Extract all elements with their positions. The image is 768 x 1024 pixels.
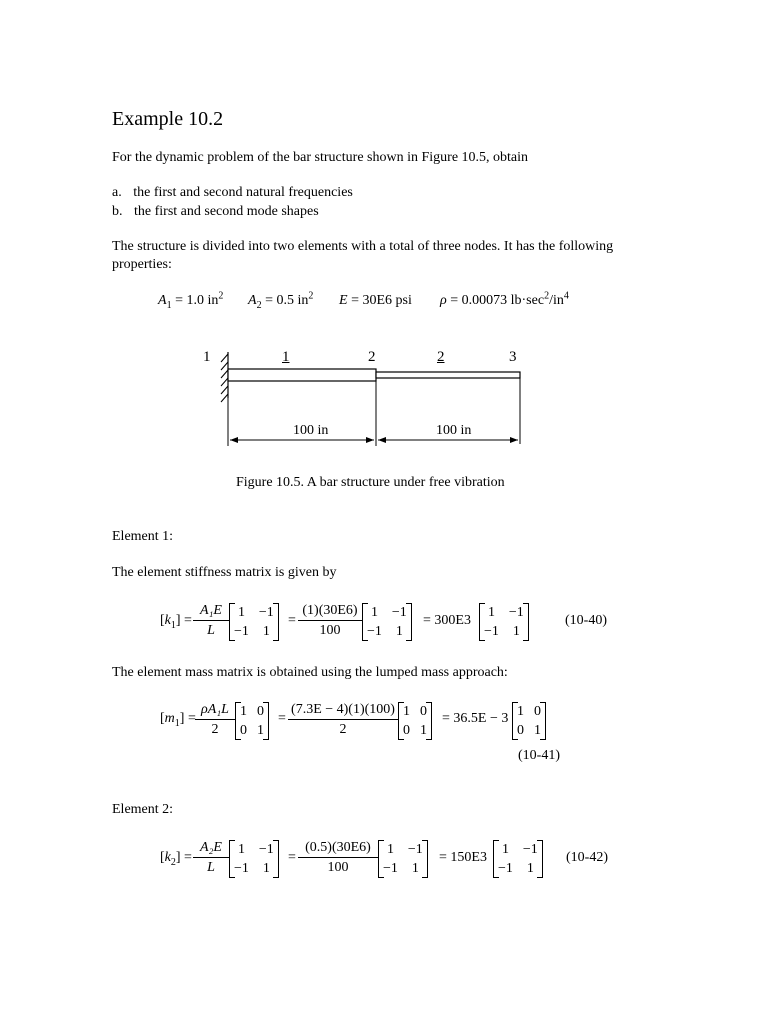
right-bracket bbox=[537, 840, 543, 878]
eq41-matrix-1 bbox=[235, 702, 269, 740]
eq41-lhs: $[m_1]$ = bbox=[160, 711, 196, 729]
eq41-fraction-1: $\frac{\text{ρA₁L}}{2}$ bbox=[195, 702, 235, 738]
value: /in bbox=[549, 293, 564, 308]
left-bracket bbox=[362, 603, 368, 641]
matrix-entry: 1 bbox=[262, 861, 270, 876]
matrix-entry: 1 bbox=[403, 704, 410, 719]
eq42-tag: (10-42) bbox=[566, 850, 608, 865]
eq40-fraction-1: $\frac{\text{A₁E}}{L}$ bbox=[193, 603, 229, 639]
eq40-tag: (10-40) bbox=[565, 613, 607, 628]
symbol: m bbox=[164, 711, 175, 726]
list-text: the first and second mode shapes bbox=[134, 204, 319, 219]
eq42-matrix-1 bbox=[229, 840, 279, 878]
wall-hatching bbox=[221, 354, 228, 402]
list-text: the first and second natural frequencies bbox=[133, 185, 353, 200]
matrix-entry: 1 bbox=[262, 624, 270, 639]
matrix-entry: 1 bbox=[257, 723, 264, 738]
value: = 30E6 psi bbox=[347, 293, 412, 308]
matrix-entry: 0 bbox=[240, 723, 247, 738]
superscript: 2 bbox=[544, 290, 550, 302]
dimension-label-1: 100 in bbox=[293, 423, 329, 438]
matrix-entry: −1 bbox=[383, 861, 398, 876]
element-2-bar bbox=[376, 372, 520, 378]
right-bracket bbox=[273, 603, 279, 641]
node-label-1: 1 bbox=[203, 349, 211, 365]
matrix-entry: 1 bbox=[526, 861, 534, 876]
node-label-3: 3 bbox=[509, 349, 517, 365]
matrix-entry: 0 bbox=[420, 704, 427, 719]
matrix-entry: 1 bbox=[534, 723, 541, 738]
subscript: 1 bbox=[170, 619, 176, 631]
left-bracket bbox=[493, 840, 499, 878]
right-bracket bbox=[422, 840, 428, 878]
left-bracket bbox=[479, 603, 485, 641]
value: = 0.5 in bbox=[261, 293, 309, 308]
eq40-coefficient: = 300E3 bbox=[423, 613, 471, 628]
right-bracket bbox=[523, 603, 529, 641]
matrix-entry: 1 bbox=[487, 605, 495, 620]
matrix-entry: 1 bbox=[370, 605, 378, 620]
eq42-lhs: $[k_2]$ = bbox=[160, 850, 192, 868]
symbol: k bbox=[164, 613, 171, 628]
list-item-b bbox=[112, 204, 319, 220]
eq42-matrix-2 bbox=[378, 840, 428, 878]
intro-text: For the dynamic problem of the bar structure shown in Figure 10.5, obtain bbox=[112, 150, 529, 165]
value: = 0.00073 lb·sec bbox=[446, 293, 545, 308]
matrix-entry: 1 bbox=[237, 842, 245, 857]
superscript: 4 bbox=[563, 290, 569, 302]
right-bracket bbox=[426, 702, 432, 740]
dimension-label-2: 100 in bbox=[436, 423, 472, 438]
matrix-entry: −1 bbox=[484, 624, 499, 639]
element-2-heading: Element 2: bbox=[112, 802, 174, 817]
bar-structure-figure bbox=[190, 340, 540, 455]
property-a1 bbox=[158, 290, 224, 311]
subscript: 1 bbox=[174, 717, 180, 729]
equals: = bbox=[288, 850, 296, 865]
matrix-entry: 0 bbox=[403, 723, 410, 738]
eq41-coefficient: = 36.5E − 3 bbox=[442, 711, 509, 726]
mass-intro: The element mass matrix is obtained using the lumped mass approach: bbox=[112, 665, 508, 680]
matrix-entry: 0 bbox=[257, 704, 264, 719]
eq42-matrix-3 bbox=[493, 840, 543, 878]
matrix-entry: 1 bbox=[512, 624, 520, 639]
eq42-fraction-2: $\frac{(0.5)(30E6)}{100}$ bbox=[298, 840, 378, 876]
structure-text-line2: properties: bbox=[112, 257, 172, 272]
left-bracket bbox=[229, 840, 235, 878]
list-marker: a. bbox=[112, 185, 122, 200]
superscript: 2 bbox=[308, 290, 314, 302]
arrowhead-right-icon bbox=[366, 437, 374, 443]
eq40-fraction-2: $\frac{(1)(30E6)}{100}$ bbox=[298, 603, 362, 639]
symbol: E bbox=[339, 293, 348, 308]
node-label-2: 2 bbox=[368, 349, 376, 365]
matrix-entry: 1 bbox=[420, 723, 427, 738]
left-bracket bbox=[229, 603, 235, 641]
eq40-matrix-2 bbox=[362, 603, 412, 641]
property-a2 bbox=[248, 290, 314, 311]
subscript: 1 bbox=[166, 299, 172, 311]
matrix-entry: 1 bbox=[517, 704, 524, 719]
matrix-entry: −1 bbox=[367, 624, 382, 639]
subscript: 2 bbox=[256, 299, 262, 311]
matrix-entry: 1 bbox=[237, 605, 245, 620]
eq41-matrix-3 bbox=[512, 702, 546, 740]
superscript: 2 bbox=[218, 290, 224, 302]
arrowhead-left-icon bbox=[230, 437, 238, 443]
matrix-entry: 1 bbox=[386, 842, 394, 857]
right-bracket bbox=[406, 603, 412, 641]
symbol: A bbox=[248, 293, 257, 308]
matrix-entry: −1 bbox=[258, 842, 274, 857]
matrix-entry: 1 bbox=[240, 704, 247, 719]
stiffness-intro: The element stiffness matrix is given by bbox=[112, 565, 337, 580]
subscript: 2 bbox=[170, 856, 176, 868]
eq41-fraction-2: $\frac{(7.3E - 4)(1)(100)}{2}$ bbox=[288, 702, 398, 738]
matrix-entry: 1 bbox=[411, 861, 419, 876]
left-bracket bbox=[378, 840, 384, 878]
equals: = bbox=[278, 711, 286, 726]
right-bracket bbox=[273, 840, 279, 878]
list-marker: b. bbox=[112, 204, 123, 219]
matrix-entry: −1 bbox=[391, 605, 407, 620]
arrowhead-right-icon bbox=[510, 437, 518, 443]
symbol: ρ bbox=[440, 293, 447, 308]
matrix-entry: −1 bbox=[407, 842, 423, 857]
eq41-matrix-2 bbox=[398, 702, 432, 740]
matrix-entry: 0 bbox=[517, 723, 524, 738]
matrix-entry: −1 bbox=[508, 605, 524, 620]
arrowhead-left-icon bbox=[378, 437, 386, 443]
property-e bbox=[339, 293, 412, 309]
equals: = bbox=[288, 613, 296, 628]
symbol: k bbox=[164, 850, 171, 865]
matrix-entry: −1 bbox=[258, 605, 274, 620]
matrix-entry: 0 bbox=[534, 704, 541, 719]
element-label-1: 1 bbox=[282, 349, 290, 365]
matrix-entry: −1 bbox=[234, 861, 249, 876]
property-rho bbox=[440, 290, 569, 309]
eq40-matrix-1 bbox=[229, 603, 279, 641]
eq42-coefficient: = 150E3 bbox=[439, 850, 487, 865]
matrix-entry: 1 bbox=[395, 624, 403, 639]
element-1-bar bbox=[228, 369, 376, 381]
eq40-matrix-3 bbox=[479, 603, 529, 641]
eq40-lhs: $[k_1]$ = bbox=[160, 613, 192, 631]
example-heading: Example 10.2 bbox=[112, 108, 224, 130]
element-1-heading: Element 1: bbox=[112, 529, 174, 544]
eq41-tag: (10-41) bbox=[518, 748, 560, 763]
structure-text-line1: The structure is divided into two elements with a total of three nodes. It has the following bbox=[112, 239, 614, 254]
left-bracket bbox=[398, 702, 404, 740]
list-item-a bbox=[112, 185, 353, 201]
value: = 1.0 in bbox=[171, 293, 219, 308]
right-bracket bbox=[540, 702, 546, 740]
right-bracket bbox=[263, 702, 269, 740]
matrix-entry: −1 bbox=[234, 624, 249, 639]
symbol: A bbox=[158, 293, 167, 308]
matrix-entry: 1 bbox=[501, 842, 509, 857]
left-bracket bbox=[235, 702, 241, 740]
figure-caption: Figure 10.5. A bar structure under free vibration bbox=[236, 475, 505, 490]
matrix-entry: −1 bbox=[498, 861, 513, 876]
element-label-2: 2 bbox=[437, 349, 445, 365]
left-bracket bbox=[512, 702, 518, 740]
matrix-entry: −1 bbox=[522, 842, 538, 857]
eq42-fraction-1: $\frac{\text{A₂E}}{L}$ bbox=[193, 840, 229, 876]
